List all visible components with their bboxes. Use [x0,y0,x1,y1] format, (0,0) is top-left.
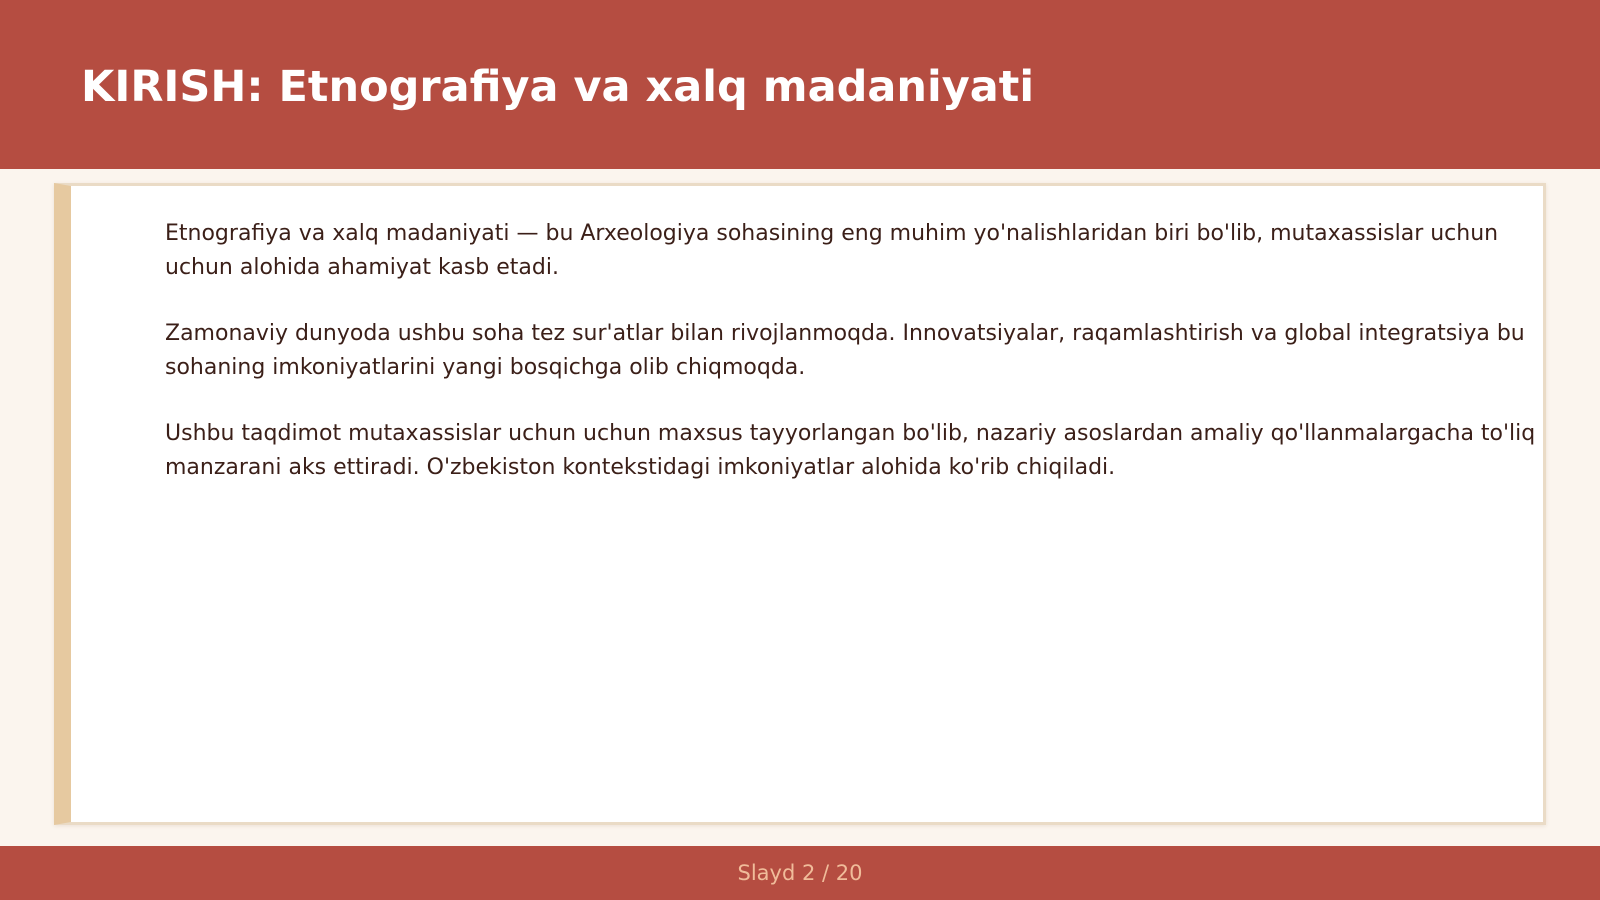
presentation-paragraph: Ushbu taqdimot mutaxassislar uchun uchun maxsus tayyorlangan bo'lib, nazariy asoslardan amaliy qo'llanmalargacha to'liq manzarani aks ettiradi. O'zbekiston kontekstidagi imkoniyatlar alohida ko'rib chiqiladi. [165,421,1536,480]
content-card [54,183,1546,825]
intro-paragraph: Etnografiya va xalq madaniyati — bu Arxeologiya sohasining eng muhim yo'nalishlaridan biri bo'lib, mutaxassislar uchun uchun alohida ahamiyat kasb etadi. [165,221,1499,280]
development-paragraph: Zamonaviy dunyoda ushbu soha tez sur'atlar bilan rivojlanmoqda. Innovatsiyalar, raqamlashtirish va global integratsiya bu sohaning imkoniyatlarini yangi bosqichga olib chiqmoqda. [165,321,1525,380]
slide-title: KIRISH: Etnografiya va xalq madaniyati [81,62,1035,112]
slide-counter: Slayd 2 / 20 [737,861,863,885]
slide-header [0,0,1600,169]
slide-footer [0,846,1600,900]
